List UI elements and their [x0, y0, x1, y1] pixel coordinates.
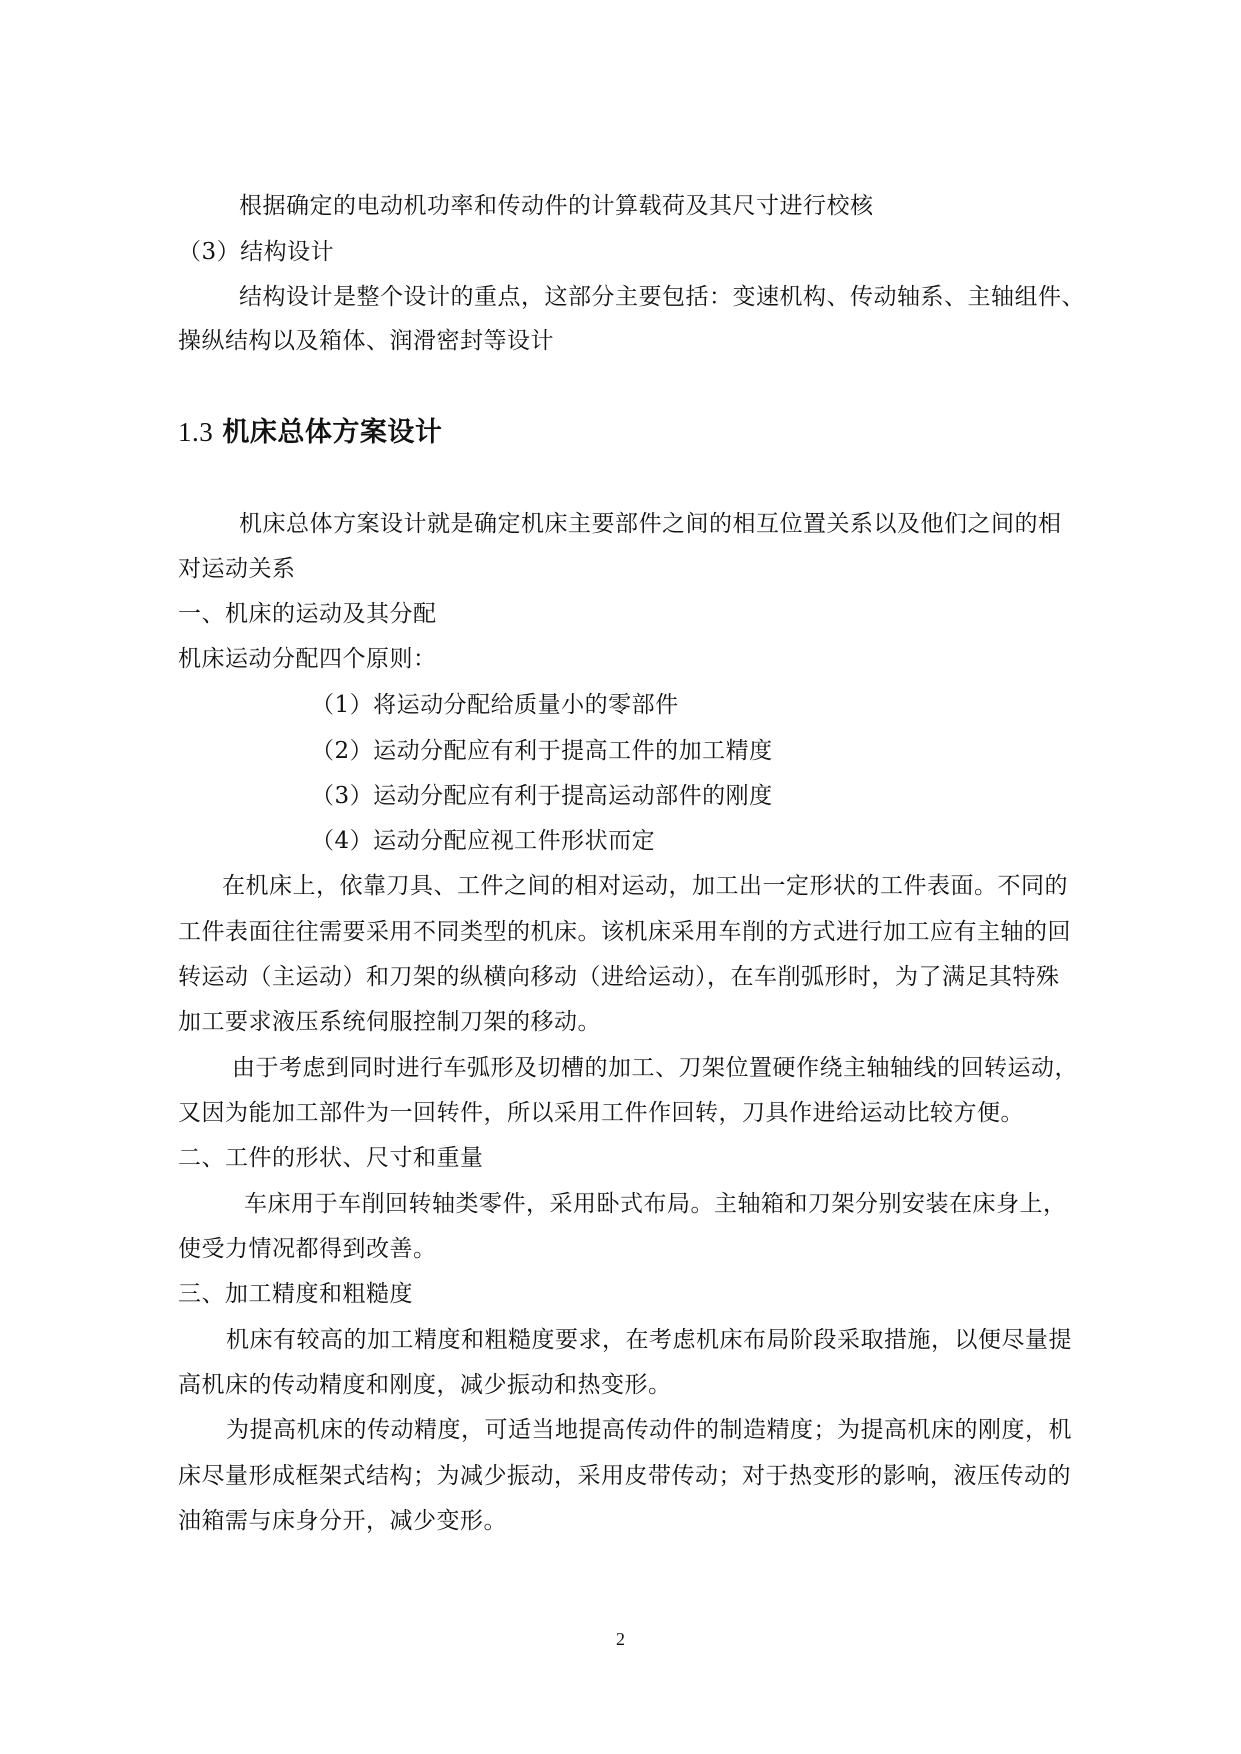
- list-item: （1）将运动分配给质量小的零部件: [311, 692, 679, 718]
- subheading: 二、工件的形状、尺寸和重量: [178, 1145, 484, 1171]
- section-number: 1.3: [178, 417, 214, 447]
- section-title: 机床总体方案设计: [222, 417, 443, 448]
- paragraph-line: 根据确定的电动机功率和传动件的计算载荷及其尺寸进行校核: [239, 193, 874, 219]
- paragraph-line: 油箱需与床身分开，减少变形。: [178, 1508, 507, 1534]
- page-number: 2: [616, 1629, 625, 1649]
- paragraph-line: 对运动关系: [178, 556, 296, 582]
- paragraph-line: 又因为能加工部件为一回转件，所以采用工件作回转，刀具作进给运动比较方便。: [178, 1100, 1024, 1126]
- paragraph-line: 机床总体方案设计就是确定机床主要部件之间的相互位置关系以及他们之间的相: [239, 511, 1062, 537]
- paragraph-line: 操纵结构以及箱体、润滑密封等设计: [178, 328, 554, 354]
- paragraph-line: 机床运动分配四个原则：: [178, 646, 437, 672]
- paragraph-line: 使受力情况都得到改善。: [178, 1236, 437, 1262]
- paragraph-line: 床尽量形成框架式结构；为减少振动，采用皮带传动；对于热变形的影响，液压传动的: [178, 1463, 1071, 1489]
- paragraph-line: 结构设计是整个设计的重点，这部分主要包括：变速机构、传动轴系、主轴组件、: [239, 284, 1085, 310]
- subheading: 三、加工精度和粗糙度: [178, 1281, 413, 1307]
- paragraph-line: 车床用于车削回转轴类零件，采用卧式布局。主轴箱和刀架分别安装在床身上，: [244, 1191, 1067, 1217]
- paragraph-line: 在机床上，依靠刀具、工件之间的相对运动，加工出一定形状的工件表面。不同的: [222, 873, 1068, 899]
- list-item-heading: （3）结构设计: [178, 239, 335, 265]
- section-heading: [178, 414, 442, 451]
- list-item: （2）运动分配应有利于提高工件的加工精度: [311, 738, 773, 764]
- paragraph-line: 机床有较高的加工精度和粗糙度要求，在考虑机床布局阶段采取措施，以便尽量提: [226, 1327, 1072, 1353]
- list-item: （4）运动分配应视工件形状而定: [311, 828, 656, 854]
- paragraph-line: 由于考虑到同时进行车弧形及切槽的加工、刀架位置硬作绕主轴轴线的回转运动，: [232, 1055, 1078, 1081]
- paragraph-line: 为提高机床的传动精度，可适当地提高传动件的制造精度；为提高机床的刚度，机: [226, 1417, 1072, 1443]
- list-item: （3）运动分配应有利于提高运动部件的刚度: [311, 783, 773, 809]
- subheading: 一、机床的运动及其分配: [178, 601, 437, 627]
- paragraph-line: 转运动（主运动）和刀架的纵横向移动（进给运动），在车削弧形时，为了满足其特殊: [178, 964, 1060, 990]
- paragraph-line: 加工要求液压系统伺服控制刀架的移动。: [178, 1009, 601, 1035]
- paragraph-line: 高机床的传动精度和刚度，减少振动和热变形。: [178, 1372, 672, 1398]
- paragraph-line: 工件表面往往需要采用不同类型的机床。该机床采用车削的方式进行加工应有主轴的回: [178, 919, 1071, 945]
